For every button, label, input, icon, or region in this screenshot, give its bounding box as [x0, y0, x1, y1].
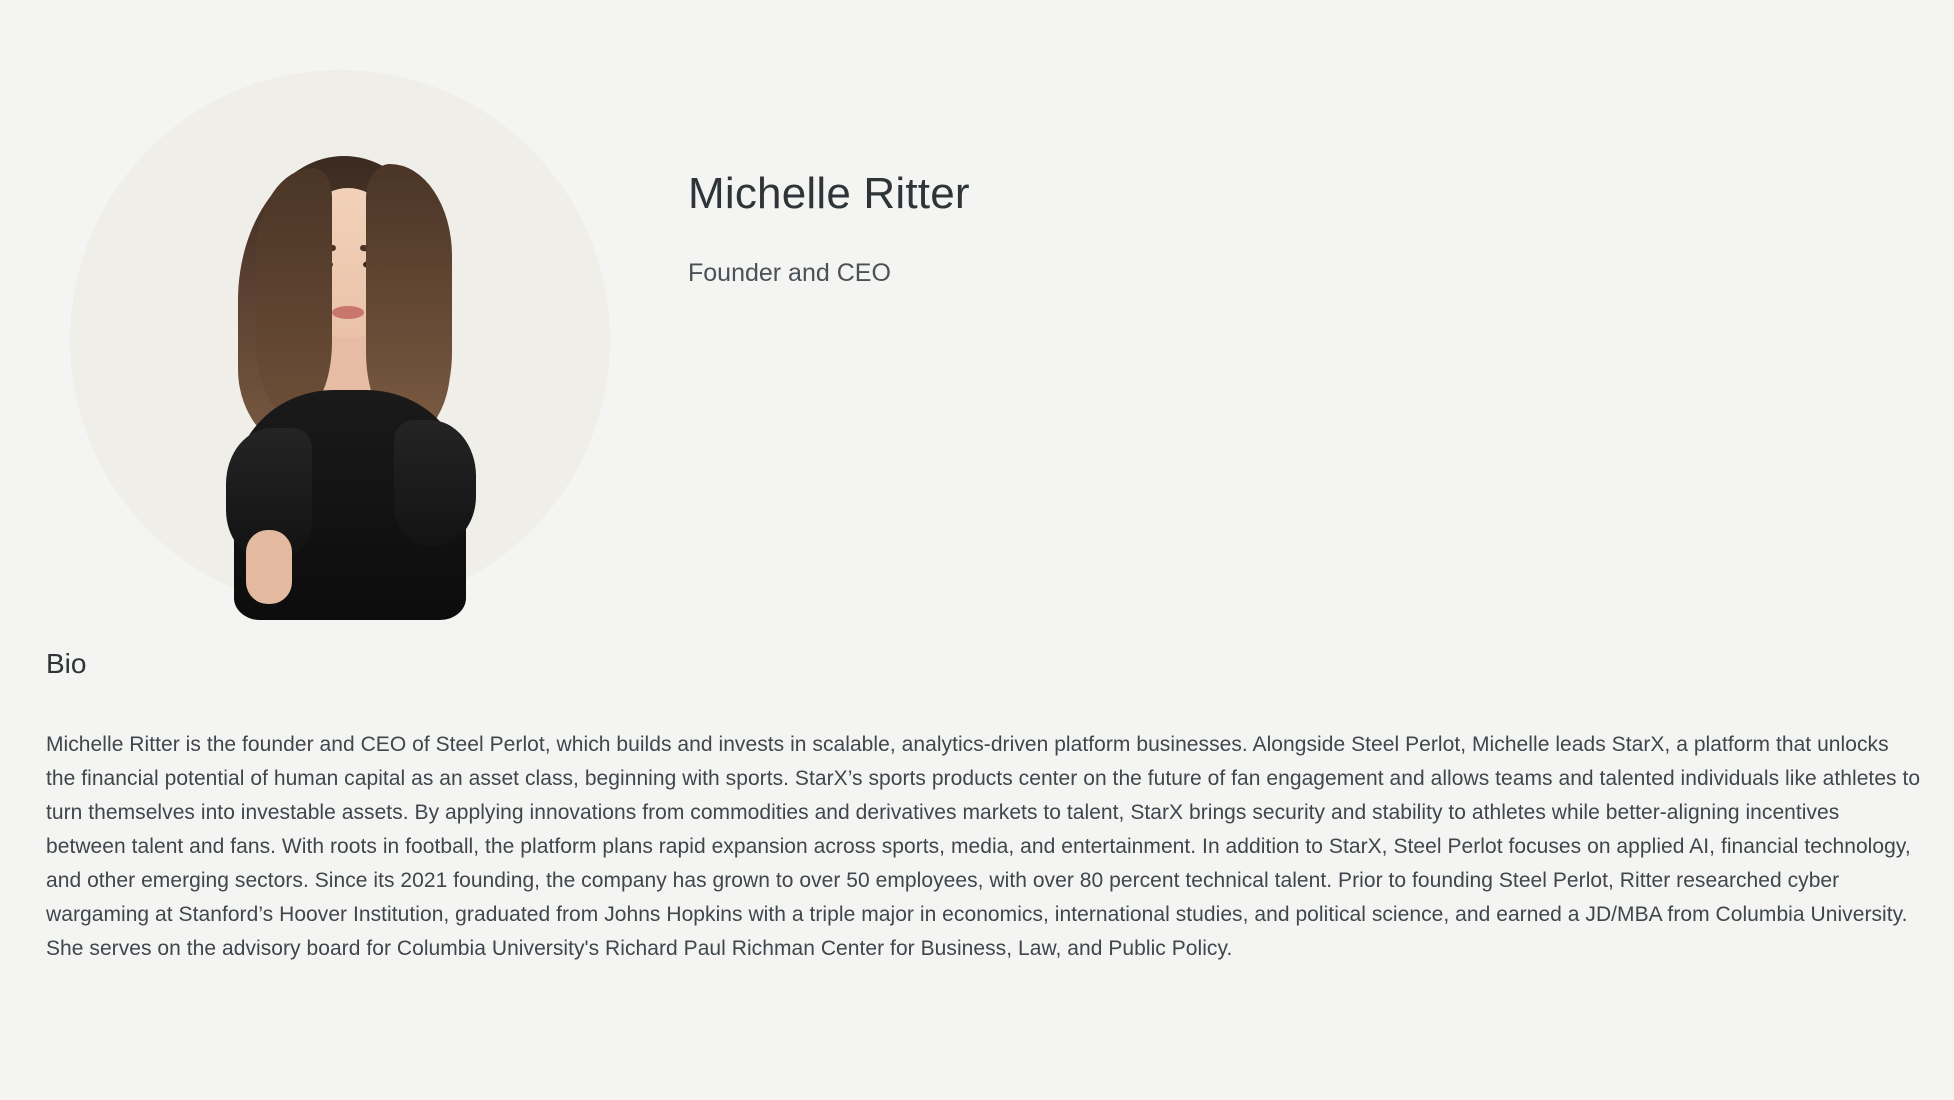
bio-section — [46, 648, 1922, 966]
bio-heading: Bio — [46, 648, 87, 679]
portrait-container — [60, 60, 620, 620]
portrait-sleeve-right — [394, 420, 476, 546]
person-role: Founder and CEO — [688, 258, 891, 287]
portrait-lips — [332, 306, 364, 319]
name-block — [620, 60, 970, 289]
portrait-arm-left — [246, 530, 292, 604]
bio-paragraph: Michelle Ritter is the founder and CEO of Steel Perlot, which builds and invests in scalable, analytics-driven platform businesses. Alongside Steel Perlot, Michelle leads StarX, a platform that unlocks the financial potential of human capital as an asset class, beginning with sports. StarX’s sports products center on the future of fan engagement and allows teams and talented individuals like athletes to turn themselves into investable assets. By applying innovations from commodities and derivatives markets to talent, StarX brings security and stability to athletes while better-aligning incentives between talent and fans. With roots in football, the platform plans rapid expansion across sports, media, and entertainment. In addition to StarX, Steel Perlot focuses on applied AI, financial technology, and other emerging sectors. Since its 2021 founding, the company has grown to over 50 employees, with over 80 percent technical talent. Prior to founding Steel Perlot, Ritter researched cyber wargaming at Stanford’s Hoover Institution, graduated from Johns Hopkins with a triple major in economics, international studies, and political science, and earned a JD/MBA from Columbia University. She serves on the advisory board for Columbia University's Richard Paul Richman Center for Business, Law, and Public Policy. — [46, 733, 1921, 960]
person-name: Michelle Ritter — [688, 169, 970, 218]
portrait-photo — [60, 60, 620, 620]
portrait-hair-left — [256, 168, 332, 418]
